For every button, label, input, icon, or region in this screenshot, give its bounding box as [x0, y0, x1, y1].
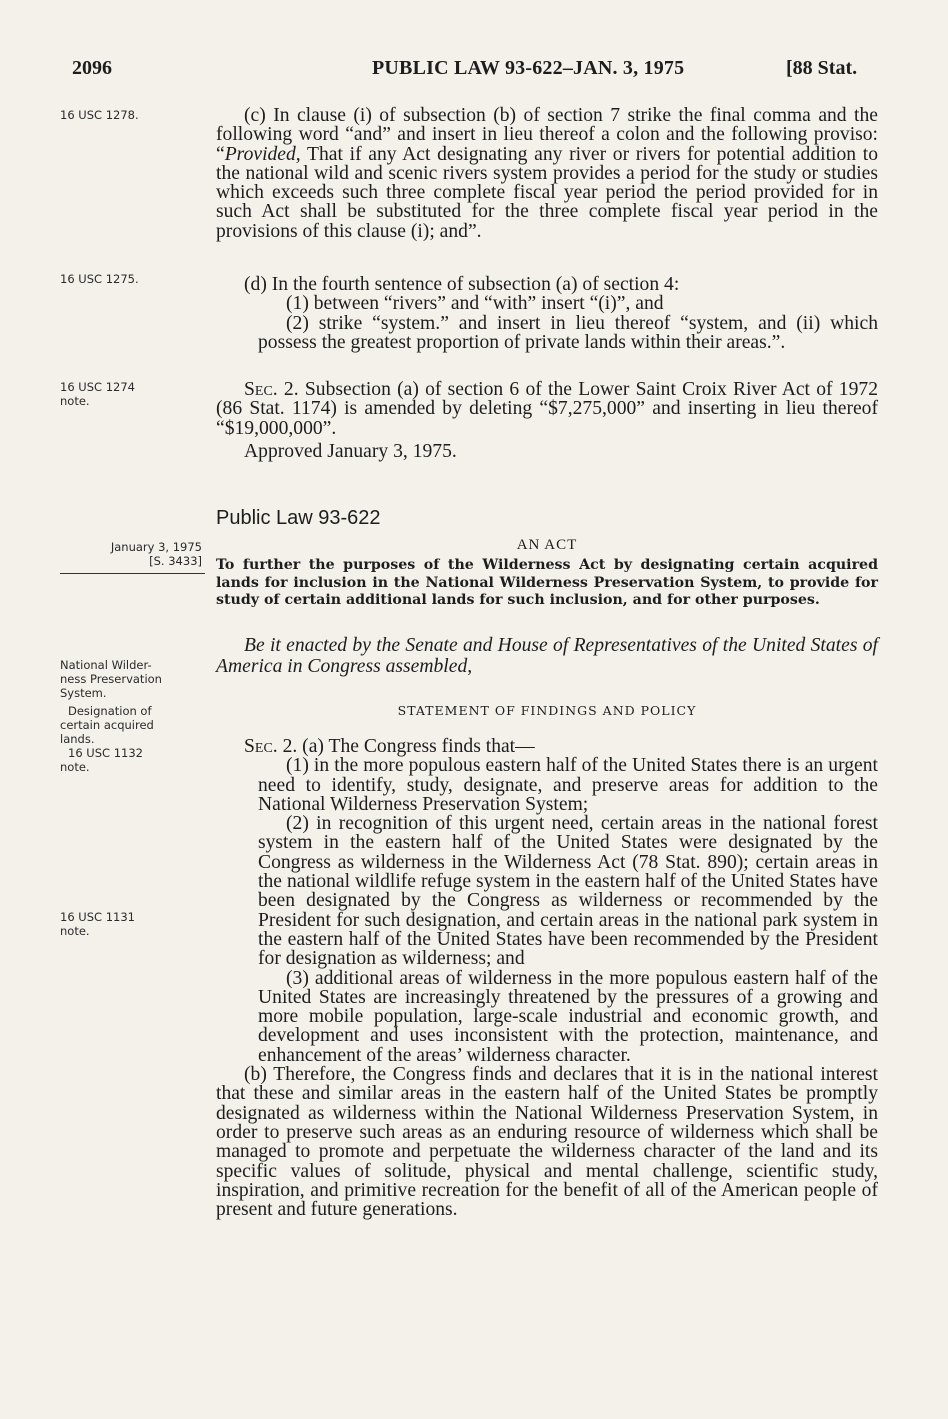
margin-note-date-bill: [40, 540, 202, 568]
section-d-item-1: (1) between “rivers” and “with” insert “(i)”, and: [286, 293, 664, 315]
section-text: Subsection (a) of section 6 of the Lower Saint Croix River Act of 1972 (86 Stat. 1174) is amended by deleting “$7,275,000” and inserting in lieu thereof “$19,000,000”.: [216, 379, 878, 439]
section-2-prior-paragraph: [216, 380, 878, 438]
page-number: 2096: [72, 57, 112, 79]
margin-divider: [60, 573, 205, 574]
margin-note-text: System.: [60, 686, 107, 700]
finding-1: (1) in the more populous eastern half of the United States there is an urgent need to identify, study, designate, and preserve areas for addition to the National Wilderness Preservation System;: [258, 755, 878, 815]
margin-note-nwps: [60, 658, 210, 700]
section-d-intro: (d) In the fourth sentence of subsection (a) of section 4:: [244, 274, 680, 295]
margin-note-16usc1132: [60, 746, 210, 774]
approved-date: Approved January 3, 1975.: [244, 441, 457, 462]
margin-note-text: certain acquired: [60, 718, 154, 732]
section-2-intro: [216, 737, 878, 756]
finding-2: (2) in recognition of this urgent need, certain areas in the national forest system in the eastern half of the United States were designated by the Congress as wilderness in the Wilderness Act (78 Stat. 890); certain areas in the national wildlife refuge system in the eastern half of the United States have been designated by the Congress as wilderness or recommended by the President for such designation, and certain areas in the national park system in the eastern half of the United States have been recommended by the President for designation as wilderness; and: [258, 813, 878, 970]
section-d-item-2: (2) strike “system.” and insert in lieu thereof “system, and (ii) which possess the greatest proportion of private lands within their areas.”.: [258, 312, 878, 353]
section-c-text: That if any Act designating any river or rivers for potential addition to the national wild and scenic rivers system provides a period for the study or studies which exceeds such three complete fiscal year period the period provided for in such Act shall be substituted for the three complete fiscal year period in the provisions of this clause (i); and”.: [216, 143, 878, 242]
margin-note-text: lands.: [60, 732, 95, 746]
margin-note-16usc1278: [60, 108, 210, 122]
section-2-prior-law: [216, 380, 878, 438]
finding-3: (3) additional areas of wilderness in the more populous eastern half of the United States are increasingly threatened by the pressures of a growing and more mobile population, large-scale industrial and economic growth, and development and uses inconsistent with the protection, maintenance, and enhancement of the areas’ wilderness character.: [258, 967, 878, 1066]
margin-note-text: National Wilder-: [60, 658, 152, 672]
margin-note-text: Designation of: [68, 704, 152, 718]
section-2-findings: [216, 737, 878, 1219]
statement-heading: STATEMENT OF FINDINGS AND POLICY: [397, 703, 697, 718]
proviso-word: Provided,: [224, 143, 301, 165]
margin-note-16usc1275: [60, 272, 210, 286]
margin-note-text: 16 USC 1132: [68, 746, 143, 760]
margin-note-text: note.: [60, 924, 90, 938]
public-law-title: Public Law 93-622: [216, 507, 381, 529]
margin-note-text: 16 USC 1131: [60, 910, 135, 924]
approved-block: [216, 442, 878, 461]
purpose-clause: To further the purposes of the Wilderness Act by designating certain acquired lands for inclusion in the National Wilderness Preservation System, to provide for study of certain additional lands for such inclusion, and for other purposes.: [216, 557, 878, 608]
margin-note-designation: [60, 704, 210, 746]
section-text: (a) The Congress finds that—: [297, 736, 535, 757]
section-label: Sec. 2.: [244, 736, 298, 757]
margin-note-text: 16 USC 1274: [60, 380, 135, 394]
margin-note-16usc1131: [60, 910, 210, 938]
margin-note-text: ness Preservation: [60, 672, 162, 686]
margin-note-text: note.: [60, 394, 90, 408]
section-d: [216, 275, 878, 352]
an-act-heading: AN ACT: [516, 537, 578, 553]
section-c: [216, 106, 878, 241]
section-label: Sec. 2.: [244, 379, 299, 400]
margin-note-bill-number: [S. 3433]: [149, 554, 202, 568]
margin-note-text: 16 USC 1278.: [60, 108, 139, 122]
section-c-paragraph: [216, 106, 878, 241]
margin-note-16usc1274: [60, 380, 210, 408]
enacting-clause-text: Be it enacted by the Senate and House of Representatives of the United States of America in Congress assembled,: [216, 635, 878, 677]
section-c-text: (c) In clause (i) of subsection (b) of section 7 strike the final comma and the following word “and” and insert in lieu thereof a colon and the following proviso: “: [216, 105, 878, 165]
section-2-b: (b) Therefore, the Congress finds and declares that it is in the national interest that these and similar areas in the eastern half of the United States be promptly designated as wilderness within the National Wilderness Preservation System, in order to preserve such areas as an enduring resource of wilderness which shall be managed to promote and perpetuate the wilderness character of the land and its specific values of solitude, physical and mental challenge, scientific study, inspiration, and primitive recreation for the benefit of all of the American people of present and future generations.: [216, 1064, 878, 1221]
running-header-title: PUBLIC LAW 93-622–JAN. 3, 1975: [372, 57, 685, 79]
statute-reference: [88 Stat.: [786, 57, 858, 79]
enacting-clause: [216, 635, 878, 677]
margin-note-text: note.: [60, 760, 90, 774]
margin-note-date: January 3, 1975: [110, 540, 202, 554]
margin-note-text: 16 USC 1275.: [60, 272, 139, 286]
